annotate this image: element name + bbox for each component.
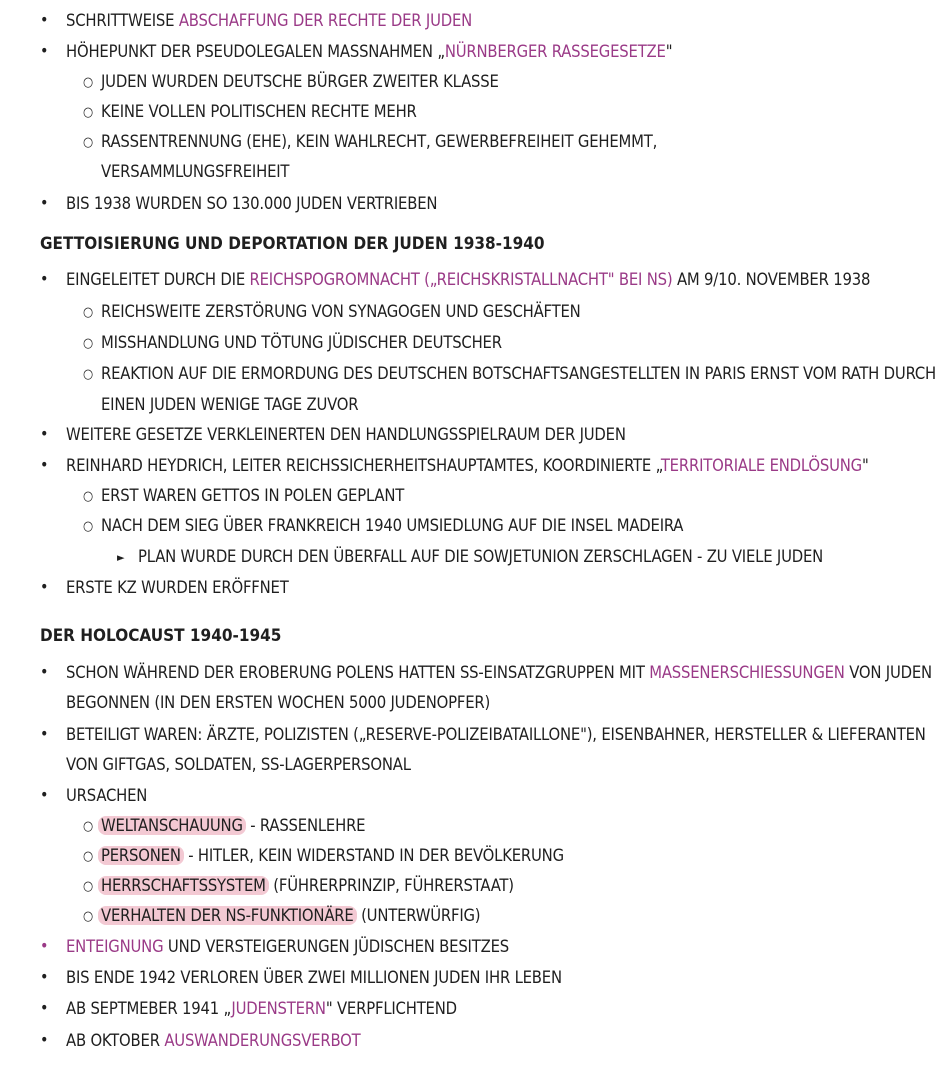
item-text: AB SEPTMEBER 1941 „ [66, 999, 232, 1018]
bullet-dot-icon: • [40, 424, 49, 443]
list-item [66, 456, 869, 476]
list-item: BIS ENDE 1942 VERLOREN ÜBER ZWEI MILLIONEN JUDEN IHR LEBEN [66, 968, 562, 987]
list-item [66, 11, 472, 31]
list-item: BIS 1938 WURDEN SO 130.000 JUDEN VERTRIEBEN [66, 194, 438, 213]
bullet-circle-icon: ○ [83, 105, 94, 120]
bullet-circle-icon: ○ [83, 519, 94, 534]
bullet-dot-icon: • [40, 936, 49, 955]
highlight-text: ENTEIGNUNG [66, 937, 164, 956]
list-item-continuation: VERSAMMLUNGSFREIHEIT [101, 162, 290, 181]
bullet-dot-icon: • [40, 967, 49, 986]
item-text: AM 9/10. NOVEMBER 1938 [672, 270, 871, 289]
bullet-circle-icon: ○ [83, 305, 94, 320]
bullet-dot-icon: • [40, 577, 49, 596]
bullet-circle-icon: ○ [83, 879, 94, 894]
item-text: - HITLER, KEIN WIDERSTAND IN DER BEVÖLKERUNG [183, 846, 564, 865]
highlighted-term: HERRSCHAFTSSYSTEM [98, 876, 269, 895]
item-text: (FÜHRERPRINZIP, FÜHRERSTAAT) [268, 876, 514, 895]
bullet-circle-icon: ○ [83, 135, 94, 150]
triangle-bullet-icon: ► [117, 551, 125, 564]
bullet-dot-icon: • [40, 998, 49, 1017]
list-item [66, 42, 672, 62]
list-item [101, 816, 365, 836]
item-text: SCHON WÄHREND DER EROBERUNG POLENS HATTEN SS-EINSATZGRUPPEN MIT [66, 663, 650, 682]
list-item: NACH DEM SIEG ÜBER FRANKREICH 1940 UMSIEDLUNG AUF DIE INSEL MADEIRA [101, 516, 684, 535]
section-heading: GETTOISIERUNG UND DEPORTATION DER JUDEN 1938-1940 [40, 234, 545, 254]
highlighted-term: PERSONEN [98, 846, 184, 865]
highlight-text: REICHSPOGROMNACHT („REICHSKRISTALLNACHT" BEI NS) [249, 270, 673, 289]
highlight-text: JUDENSTERN [231, 999, 326, 1018]
bullet-dot-icon: • [40, 41, 49, 60]
highlighted-term: VERHALTEN DER NS-FUNKTIONÄRE [98, 906, 357, 925]
list-item: ERSTE KZ WURDEN ERÖFFNET [66, 578, 289, 597]
list-item-continuation: VON GIFTGAS, SOLDATEN, SS-LAGERPERSONAL [66, 755, 411, 774]
item-text: SCHRITTWEISE [66, 11, 179, 30]
bullet-dot-icon: • [40, 10, 49, 29]
highlight-text: TERRITORIALE ENDLÖSUNG [660, 456, 862, 475]
highlighted-term: WELTANSCHAUUNG [98, 816, 246, 835]
list-item: KEINE VOLLEN POLITISCHEN RECHTE MEHR [101, 102, 417, 121]
item-text: (UNTERWÜRFIG) [356, 906, 481, 925]
bullet-dot-icon: • [40, 269, 49, 288]
list-item [101, 906, 480, 926]
list-item: REAKTION AUF DIE ERMORDUNG DES DEUTSCHEN BOTSCHAFTSANGESTELLTEN IN PARIS ERNST VOM RATH DURCH [101, 364, 936, 383]
list-item [101, 876, 514, 896]
list-item [66, 937, 509, 957]
list-item: PLAN WURDE DURCH DEN ÜBERFALL AUF DIE SOWJETUNION ZERSCHLAGEN - ZU VIELE JUDEN [138, 547, 824, 566]
bullet-dot-icon: • [40, 724, 49, 743]
bullet-dot-icon: • [40, 662, 49, 681]
bullet-dot-icon: • [40, 455, 49, 474]
item-text: " [665, 42, 673, 61]
item-text: " [861, 456, 869, 475]
list-item: REICHSWEITE ZERSTÖRUNG VON SYNAGOGEN UND GESCHÄFTEN [101, 302, 581, 321]
list-item [66, 663, 932, 683]
list-item [66, 1031, 361, 1051]
list-item-continuation: BEGONNEN (IN DEN ERSTEN WOCHEN 5000 JUDENOPFER) [66, 693, 491, 712]
list-item: ERST WAREN GETTOS IN POLEN GEPLANT [101, 486, 405, 505]
list-item: BETEILIGT WAREN: ÄRZTE, POLIZISTEN („RESERVE-POLIZEIBATAILLONE"), EISENBAHNER, HERSTELLER & LIEFERANTEN [66, 725, 926, 744]
list-item [66, 270, 870, 290]
item-text: " VERPFLICHTEND [325, 999, 457, 1018]
item-text: HÖHEPUNKT DER PSEUDOLEGALEN MASSNAHMEN „ [66, 42, 445, 61]
bullet-dot-icon: • [40, 1030, 49, 1049]
bullet-dot-icon: • [40, 193, 49, 212]
list-item: MISSHANDLUNG UND TÖTUNG JÜDISCHER DEUTSCHER [101, 333, 502, 352]
bullet-circle-icon: ○ [83, 75, 94, 90]
bullet-circle-icon: ○ [83, 367, 94, 382]
bullet-circle-icon: ○ [83, 819, 94, 834]
highlight-text: MASSENERSCHIESSUNGEN [649, 663, 845, 682]
list-item: RASSENTRENNUNG (EHE), KEIN WAHLRECHT, GEWERBEFREIHEIT GEHEMMT, [101, 132, 658, 151]
bullet-circle-icon: ○ [83, 909, 94, 924]
list-item [101, 846, 564, 866]
item-text: - RASSENLEHRE [245, 816, 366, 835]
list-item: URSACHEN [66, 786, 148, 805]
list-item: JUDEN WURDEN DEUTSCHE BÜRGER ZWEITER KLASSE [101, 72, 499, 91]
item-text: UND VERSTEIGERUNGEN JÜDISCHEN BESITZES [163, 937, 509, 956]
item-text: EINGELEITET DURCH DIE [66, 270, 250, 289]
bullet-circle-icon: ○ [83, 336, 94, 351]
bullet-circle-icon: ○ [83, 849, 94, 864]
bullet-dot-icon: • [40, 785, 49, 804]
highlight-text: NÜRNBERGER RASSEGESETZE [444, 42, 666, 61]
section-heading: DER HOLOCAUST 1940-1945 [40, 626, 282, 646]
list-item: WEITERE GESETZE VERKLEINERTEN DEN HANDLUNGSSPIELRAUM DER JUDEN [66, 425, 626, 444]
highlight-text: AUSWANDERUNGSVERBOT [164, 1031, 361, 1050]
item-text: VON JUDEN [844, 663, 932, 682]
bullet-circle-icon: ○ [83, 489, 94, 504]
item-text: REINHARD HEYDRICH, LEITER REICHSSICHERHEITSHAUPTAMTES, KOORDINIERTE „ [66, 456, 661, 475]
list-item-continuation: EINEN JUDEN WENIGE TAGE ZUVOR [101, 395, 359, 414]
list-item [66, 999, 457, 1019]
item-text: AB OKTOBER [66, 1031, 165, 1050]
highlight-text: ABSCHAFFUNG DER RECHTE DER JUDEN [178, 11, 473, 30]
